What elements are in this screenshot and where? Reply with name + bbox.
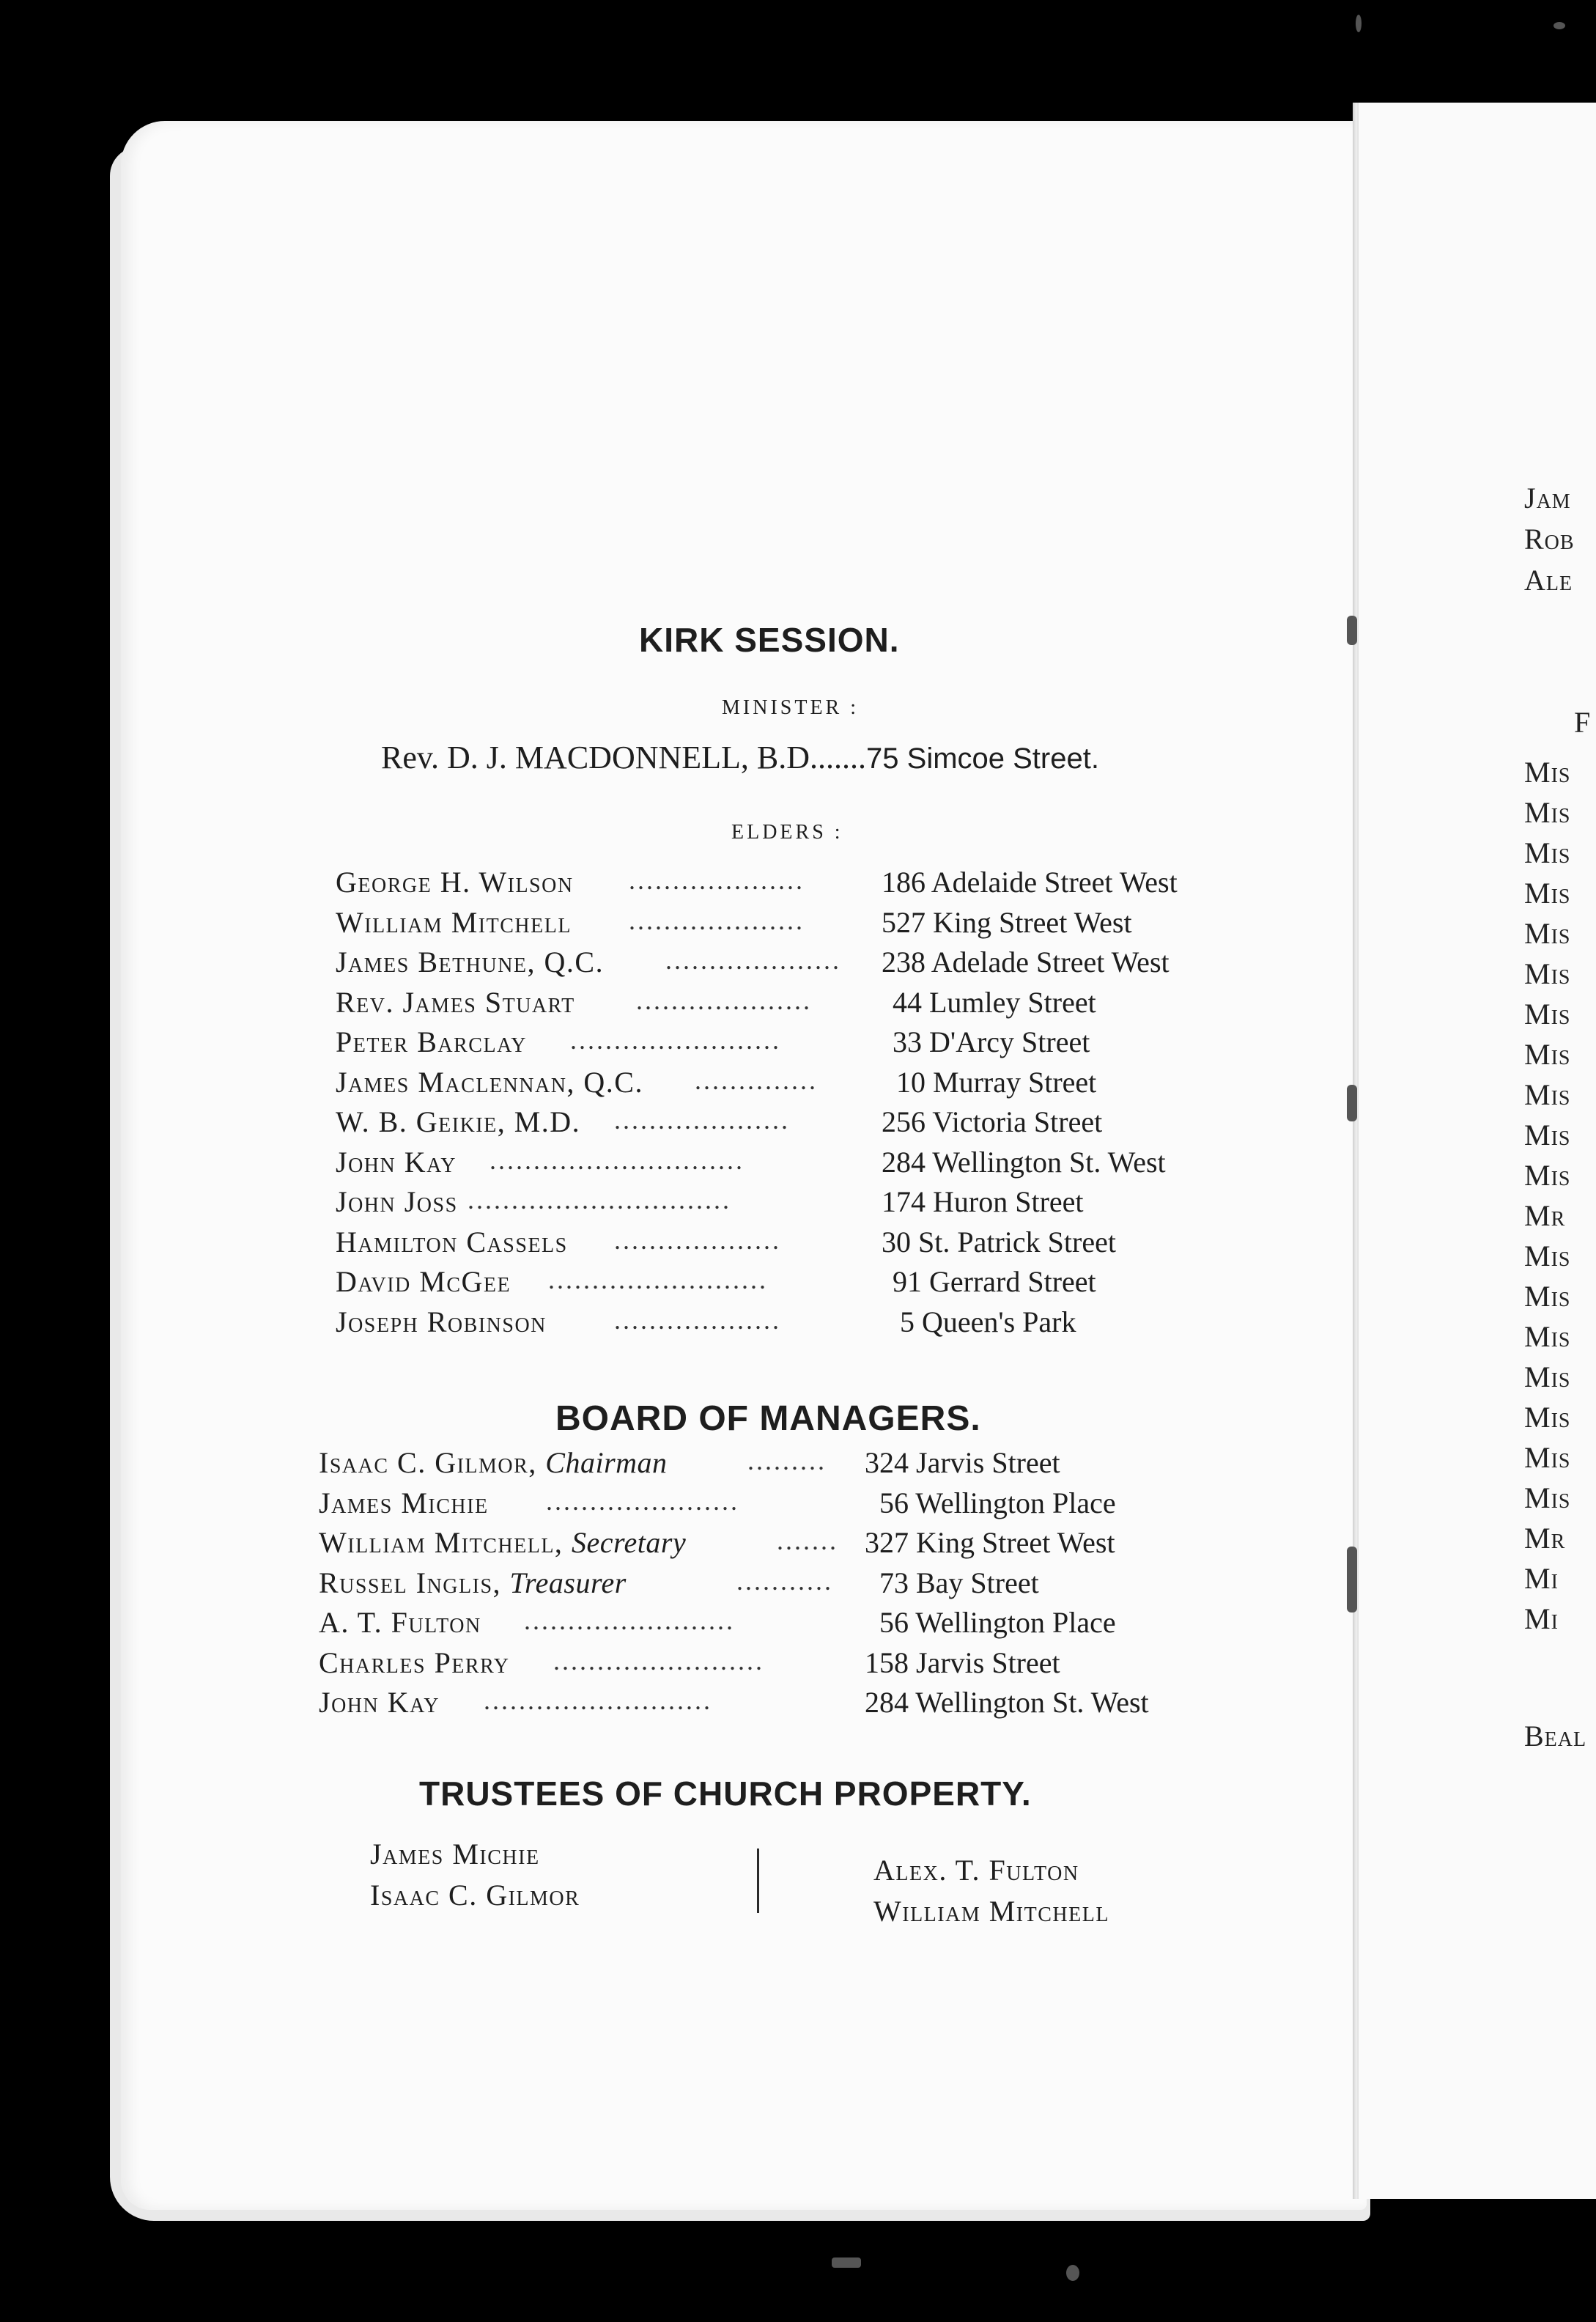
leader-dots: ................... [614,1305,781,1335]
board-of-managers-title: BOARD OF MANAGERS. [555,1399,981,1438]
elder-row [336,1105,1230,1145]
elder-name: John Joss [336,1185,458,1218]
kirk-session-title: KIRK SESSION. [639,621,900,659]
manager-role: Secretary [571,1526,687,1559]
elder-name: James Bethune, Q.C. [336,946,605,978]
edge-heading: F [1574,706,1592,739]
edge-line: Mr [1524,1522,1566,1555]
edge-line: Rob [1524,523,1575,556]
manager-row [319,1566,1227,1606]
scan-speck [832,2258,861,2268]
trustee-name: James Michie [370,1838,540,1870]
elder-address: 256 Victoria Street [882,1105,1103,1138]
elder-name: William Mitchell [336,905,572,939]
elder-address: 10 Murray Street [896,1065,1097,1099]
edge-line: Mis [1524,1360,1571,1393]
manager-row [319,1486,1227,1526]
edge-line: Mis [1524,877,1571,910]
managers-list [319,1445,1227,1725]
scan-speck [1356,15,1362,32]
manager-address: 327 King Street West [865,1526,1115,1559]
manager-address: 158 Jarvis Street [865,1645,1060,1679]
minister-label: MINISTER : [722,696,859,719]
page-fold [1353,103,1359,2199]
edge-line: Mis [1524,796,1571,829]
minister-dots: ...... [818,740,867,775]
elder-row [336,905,1230,946]
manager-name: John Kay [319,1686,440,1719]
elder-row [336,865,1230,905]
elder-address: 527 King Street West [882,905,1132,939]
manager-address: 73 Bay Street [879,1566,1039,1599]
elder-name: W. B. Geikie, M.D. [336,1105,581,1138]
elder-address: 44 Lumley Street [893,985,1096,1019]
leader-dots: .............................. [468,1185,731,1215]
leader-dots: .............. [695,1065,818,1095]
elder-row [336,1184,1230,1225]
edge-line: Mis [1524,1280,1571,1313]
elder-name: Peter Barclay [336,1025,527,1058]
manager-name: James Michie [319,1486,489,1519]
leader-dots: ............................. [489,1145,745,1175]
elder-name: John Kay [336,1145,457,1179]
manager-row [319,1645,1227,1686]
elder-name: Hamilton Cassels [336,1225,568,1258]
edge-line: Mis [1524,1481,1571,1514]
trustees-divider [757,1849,759,1913]
manager-row [319,1685,1227,1725]
manager-row [319,1525,1227,1566]
manager-name: William Mitchell, Secretary [319,1526,687,1559]
minister-line [381,739,1099,776]
elder-name: David McGee [336,1265,511,1298]
elder-name: James Maclennan, Q.C. [336,1065,643,1099]
edge-line: Mis [1524,1401,1571,1434]
edge-line: Mr [1524,1199,1566,1232]
elder-address: 174 Huron Street [882,1185,1084,1218]
trustee-name: William Mitchell [873,1895,1109,1928]
elders-label: ELDERS : [731,821,843,844]
trustee-name: Isaac C. Gilmor [370,1879,580,1912]
leader-dots: ......... [747,1446,827,1475]
leader-dots: ....... [777,1526,838,1555]
manager-name: A. T. Fulton [319,1606,481,1639]
elder-address: 30 St. Patrick Street [882,1225,1116,1258]
trustees-title: TRUSTEES OF CHURCH PROPERTY. [419,1774,1032,1813]
trustees-left-column [370,1837,580,1919]
leader-dots: ......................... [548,1265,768,1294]
leader-dots: .................... [614,1105,790,1135]
leader-dots: ...................... [546,1486,739,1516]
edge-line: Mis [1524,1038,1571,1071]
elder-address: 91 Gerrard Street [893,1265,1096,1298]
elder-name: George H. Wilson [336,866,574,899]
edge-line: Mis [1524,1118,1571,1151]
manager-role: Treasurer [509,1566,627,1599]
elder-row [336,985,1230,1025]
edge-line: Mis [1524,1078,1571,1111]
scan-speck [1553,22,1565,29]
manager-name: Charles Perry [319,1645,510,1679]
edge-line: Mis [1524,836,1571,869]
page-tear-mark [1347,1547,1357,1612]
leader-dots: ........... [736,1566,833,1596]
manager-address: 56 Wellington Place [879,1486,1116,1519]
edge-line: Mi [1524,1562,1559,1595]
elder-row [336,1025,1230,1065]
trustee-name: Alex. T. Fulton [873,1854,1079,1887]
elders-list [336,865,1230,1344]
edge-line: Mis [1524,998,1571,1031]
edge-line: Mis [1524,917,1571,950]
edge-line: Mis [1524,1239,1571,1272]
edge-line: Mis [1524,957,1571,990]
elder-address: 5 Queen's Park [900,1305,1076,1338]
edge-line: Ale [1524,564,1573,597]
leader-dots: ................... [614,1225,781,1255]
leader-dots: ........................ [570,1025,781,1055]
trustees-right-column [873,1853,1109,1935]
elder-row [336,1065,1230,1105]
elder-row [336,945,1230,985]
manager-row [319,1605,1227,1645]
elder-name: Rev. James Stuart [336,985,575,1019]
edge-line: Mi [1524,1602,1559,1635]
elder-address: 33 D'Arcy Street [893,1025,1090,1058]
elder-address: 238 Adelade Street West [882,946,1170,978]
minister-name: Rev. D. J. MACDONNELL, B.D. [381,740,819,775]
edge-line: Mis [1524,1159,1571,1192]
scan-speck [1066,2265,1079,2281]
leader-dots: .................... [629,866,805,895]
leader-dots: .......................... [484,1686,712,1715]
minister-address: 75 Simcoe Street. [866,742,1099,775]
edge-line: Mis [1524,756,1571,789]
manager-row [319,1445,1227,1486]
edge-line: Mis [1524,1441,1571,1474]
elder-row [336,1305,1230,1345]
leader-dots: .................... [629,905,805,935]
manager-address: 324 Jarvis Street [865,1446,1060,1479]
elder-name: Joseph Robinson [336,1305,547,1338]
manager-role: Chairman [545,1446,668,1479]
manager-address: 56 Wellington Place [879,1606,1116,1639]
leader-dots: .................... [636,985,812,1015]
page-tear-mark [1347,1085,1357,1121]
elder-address: 284 Wellington St. West [882,1145,1166,1179]
leader-dots: ........................ [524,1606,735,1635]
manager-name: Russel Inglis, Treasurer [319,1566,627,1599]
manager-name: Isaac C. Gilmor, Chairman [319,1446,668,1479]
edge-line: Beal [1524,1720,1587,1752]
manager-address: 284 Wellington St. West [865,1686,1149,1719]
leader-dots: .................... [665,946,841,975]
page-tear-mark [1347,616,1357,645]
edge-line: Jam [1524,482,1571,515]
elder-row [336,1264,1230,1305]
elder-row [336,1225,1230,1265]
leader-dots: ........................ [553,1645,764,1676]
edge-line: Mis [1524,1320,1571,1353]
elder-row [336,1145,1230,1185]
elder-address: 186 Adelaide Street West [882,866,1178,899]
